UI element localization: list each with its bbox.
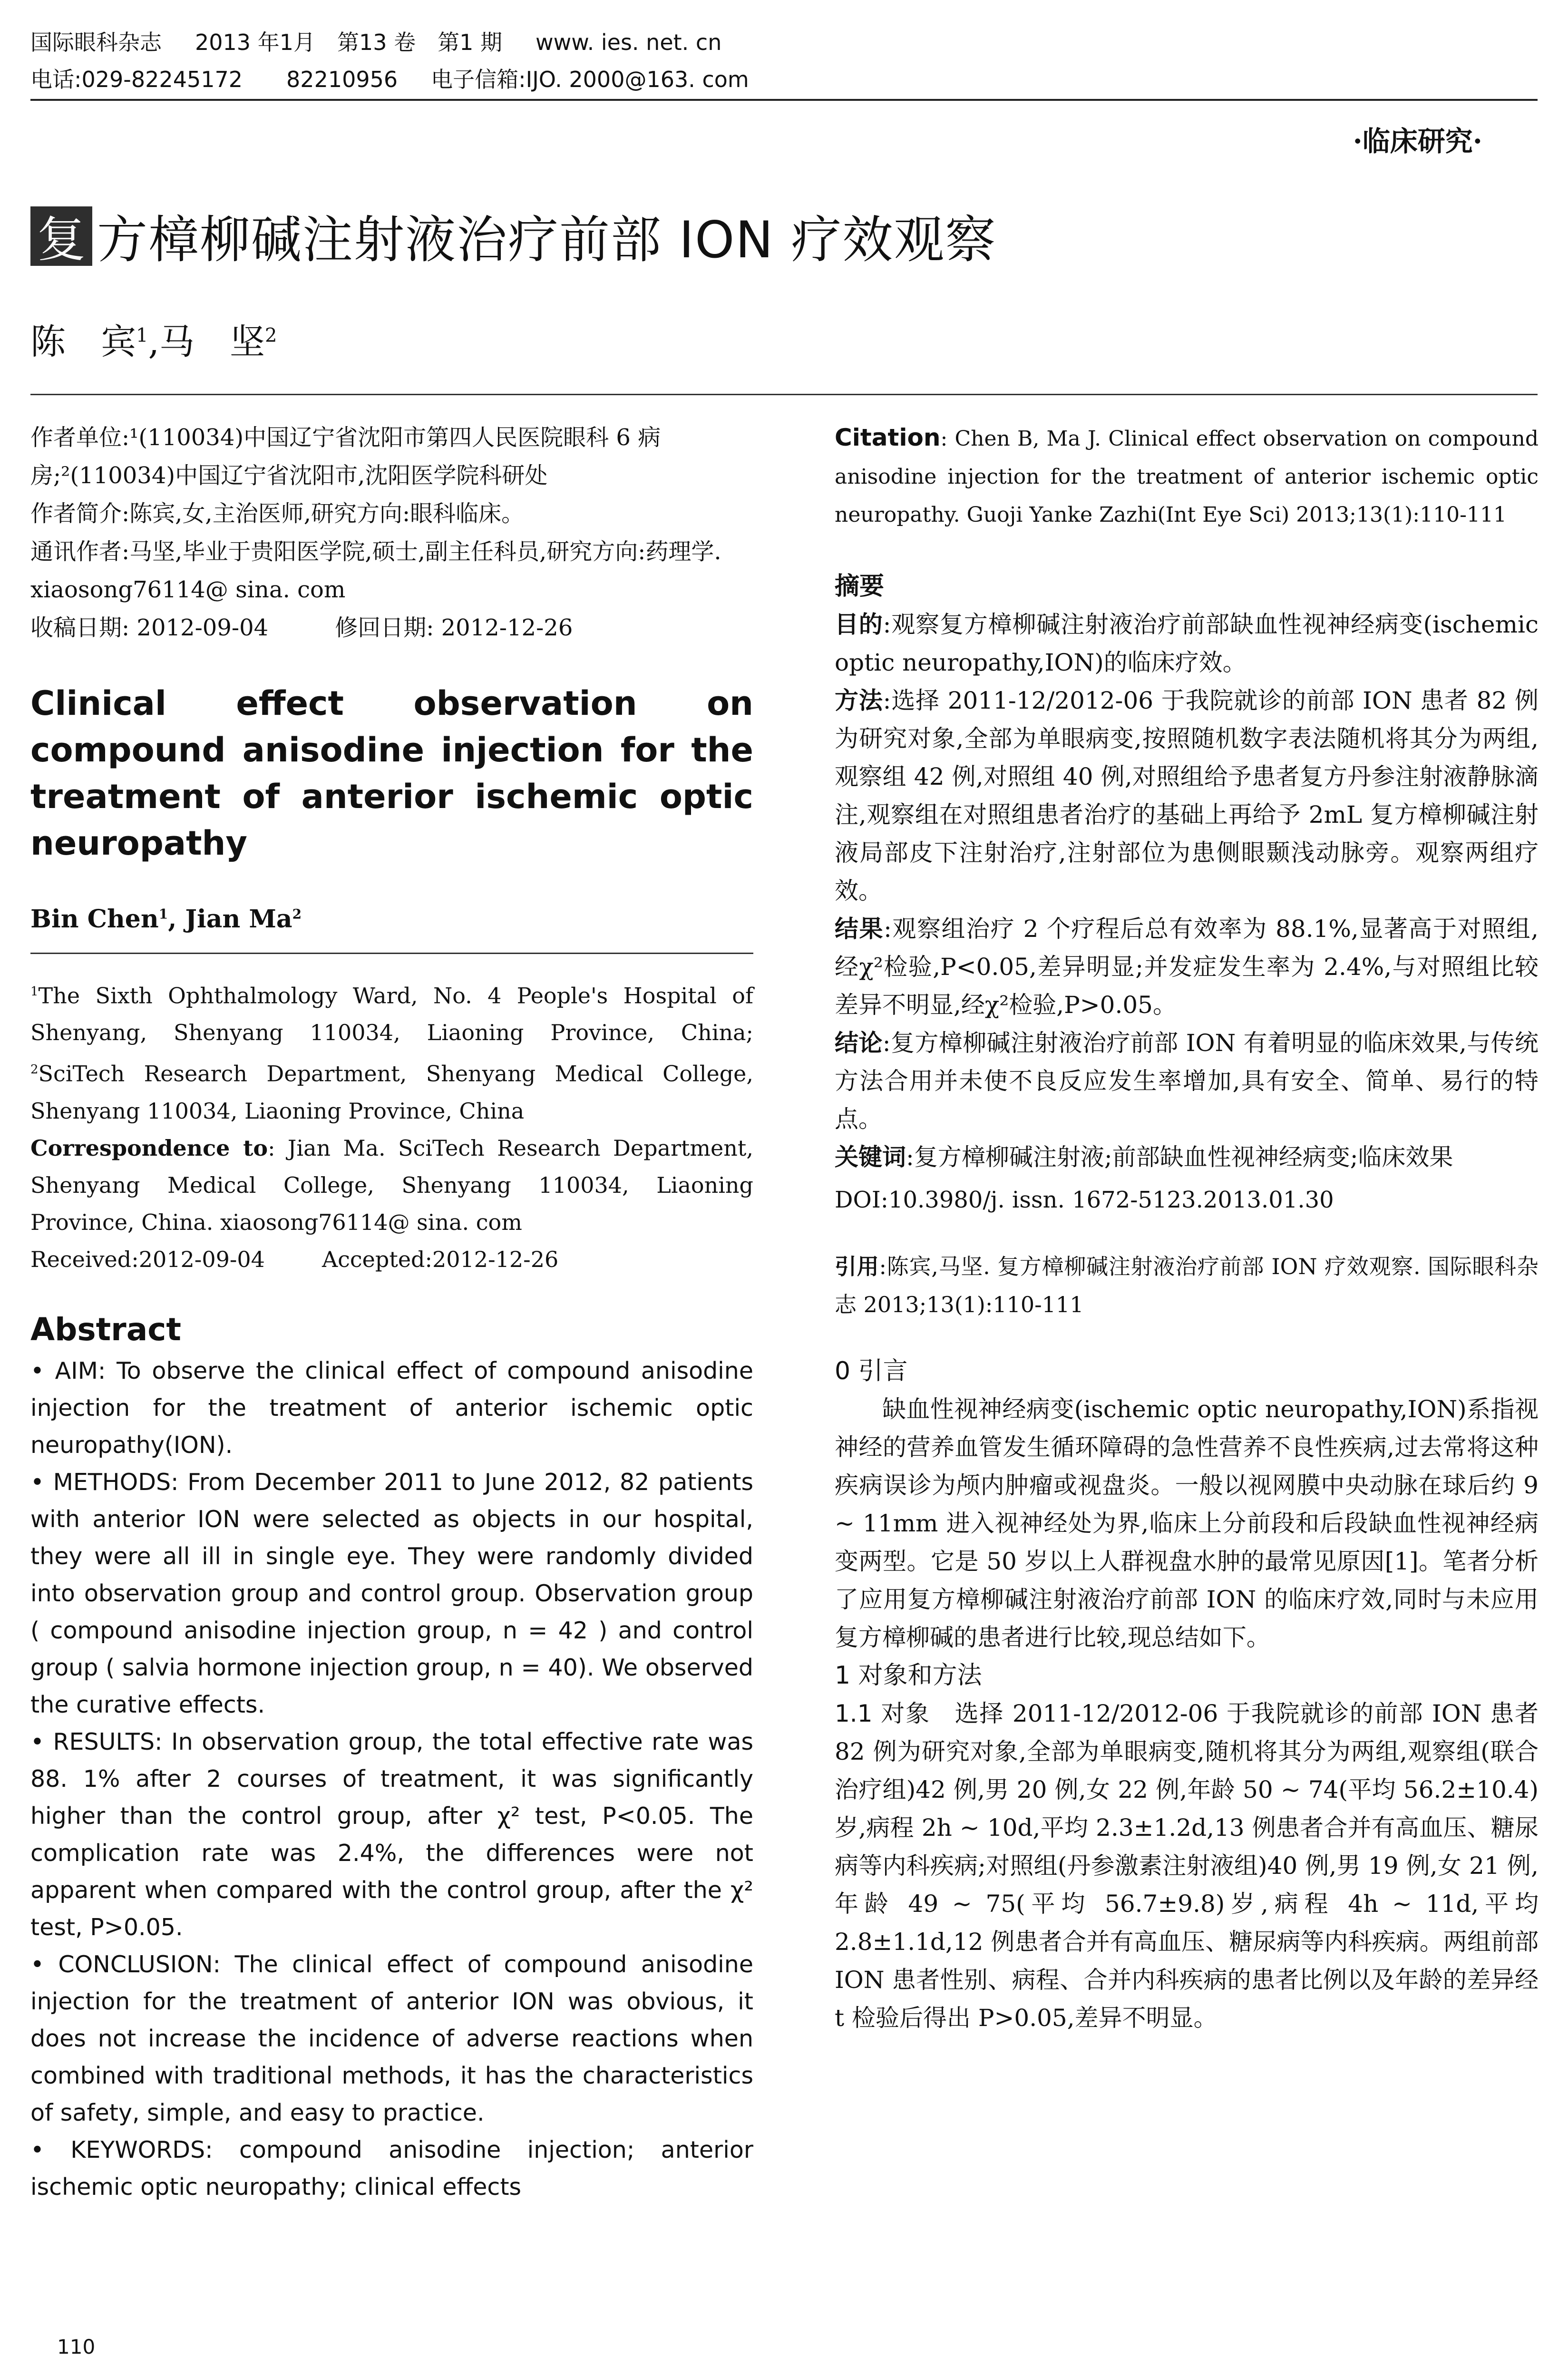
article-title	[30, 200, 996, 272]
left-column	[30, 419, 753, 2206]
objects-text: 选择 2011-12/2012-06 于我院就诊的前部 ION 患者 82 例为研究对象,全部为单眼病变,随机将其分为两组,观察组(联合治疗组)42 例,男 20 例,女 22 例,年龄 50 ~ 74(平均 56.2±10.4)岁,病程 2h ~ 10d,平均 2.3±1.2d,13 例患者合并有高血压、糖尿病等内科疾病;对照组(丹参激素注射液组)40 例,男 19 例,女 21 例,年龄 49 ~ 75(平均 56.7±9.8)岁,病程 4h ~ 11d,平均 2.8±1.1d,12 例患者合并有高血压、糖尿病等内科疾病。两组前部 ION 患者性别、病程、合并内科疾病的患者比例以及年龄的差异经 t 检验后得出 P>0.05,差异不明显。	[835, 1700, 1539, 2032]
conclusion-label: 结论	[835, 1029, 883, 1057]
dates-cn	[30, 609, 753, 647]
en-affil-1: The Sixth Ophthalmology Ward, No. 4 People's Hospital of Shenyang, Shenyang 110034, Liaoning Province, China;	[30, 983, 753, 1046]
author-bio: 作者简介:陈宾,女,主治医师,研究方向:眼科临床。	[30, 500, 525, 527]
abstract-cn-conclusion	[835, 1024, 1539, 1138]
doi: DOI:10.3980/j. issn. 1672-5123.2013.01.30	[835, 1187, 1334, 1213]
results-label: 结果	[835, 915, 884, 943]
citation-label: Citation	[835, 424, 941, 451]
journal-website: www. ies. net. cn	[536, 29, 722, 55]
objects-paragraph	[835, 1695, 1539, 2037]
abstract-cn-heading: 摘要	[835, 572, 885, 601]
aim-label: 目的	[835, 611, 883, 638]
objects-subheading: 1.1 对象	[835, 1700, 930, 1727]
author-1: 陈 宾	[30, 321, 136, 362]
abstract-methods: • METHODS: From December 2011 to June 2012, 82 patients with anterior ION were selected as objects in our hospital, they were all ill in single eye. They were randomly divided into observation group and control group. Observation group ( compound anisodine injection group, n = 42 ) and control group ( salvia hormone injection group, n = 40). We observed the curative effects.	[30, 1468, 753, 1718]
header-divider	[30, 99, 1538, 101]
journal-header	[30, 24, 749, 98]
intro-heading: 0 引言	[835, 1357, 908, 1385]
issue-info: 2013 年1月 第13 卷 第1 期	[195, 29, 502, 55]
results-text: :观察组治疗 2 个疗程后总有效率为 88.1%,显著高于对照组,经χ²检验,P<0.05,差异明显;并发症发生率为 2.4%,与对照组比较差异不明显,经χ²检验,P>0.05。	[835, 915, 1539, 1019]
title-divider	[30, 394, 1538, 395]
abstract-aim: • AIM: To observe the clinical effect of compound anisodine injection for the treatment of anterior ischemic optic neuropathy(ION).	[30, 1357, 753, 1459]
english-authors	[30, 905, 753, 934]
author-2-sup: 2	[264, 324, 277, 347]
journal-name: 国际眼科杂志	[30, 29, 162, 55]
correspondence	[30, 1130, 753, 1241]
citation-text: : Chen B, Ma J. Clinical effect observation on compound anisodine injection for the treatment of anterior ischemic optic neuropathy. Guoji Yanke Zazhi(Int Eye Sci) 2013;13(1):110-111	[835, 427, 1539, 527]
title-first-char: 复	[30, 206, 92, 266]
keywords-label: 关键词	[835, 1143, 906, 1171]
title-text: 方樟柳碱注射液治疗前部 ION 疗效观察	[97, 211, 997, 269]
abstract-results: • RESULTS: In observation group, the total effective rate was 88. 1% after 2 courses of treatment, it was significantly higher than the control group, after χ² test, P<0.05. The complication rate was 2.4%, the differences were not apparent when compared with the control group, after the χ² test, P>0.05.	[30, 1728, 753, 1941]
english-affiliation: $^1$The Sixth Ophthalmology Ward, No. 4 People's Hospital of Shenyang, Shenyang 110034, Liaoning Province, China; $^2$SciTech Research Department, Shenyang Medical College, Shenyang 110034, Liaoning Province, China	[30, 983, 753, 1124]
revised-date-cn: 修回日期: 2012-12-26	[335, 614, 573, 641]
authors-cn	[30, 314, 277, 364]
citation-cn-label: 引用	[835, 1254, 879, 1279]
right-column	[835, 419, 1539, 2037]
journal-phone: 电话:029-82245172 82210956	[30, 67, 398, 92]
correspondence-text: : Jian Ma. SciTech Research Department, Shenyang Medical College, Shenyang 110034, Liaoning Province, China. xiaosong76114@ sina. com	[30, 1135, 753, 1235]
journal-email: 电子信箱:IJO. 2000@163. com	[431, 67, 749, 92]
citation-cn-text: :陈宾,马坚. 复方樟柳碱注射液治疗前部 ION 疗效观察. 国际眼科杂志 2013;13(1):110-111	[835, 1254, 1539, 1317]
abstract-cn-methods	[835, 682, 1539, 910]
abstract-cn-keywords	[835, 1138, 1539, 1176]
abstract-conclusion: • CONCLUSION: The clinical effect of compound anisodine injection for the treatment of anterior ION was obvious, it does not increase the incidence of adverse reactions when combined with traditional methods, it has the characteristics of safety, simple, and easy to practice.	[30, 1950, 753, 2126]
affiliation-cn: 作者单位:¹(110034)中国辽宁省沈阳市第四人民医院眼科 6 病房;²(110034)中国辽宁省沈阳市,沈阳医学院科研处	[30, 424, 661, 489]
citation-en	[835, 419, 1539, 534]
methods-text: :选择 2011-12/2012-06 于我院就诊的前部 ION 患者 82 例为研究对象,全部为单眼病变,按照随机数字表法随机将其分为两组,观察组 42 例,对照组 40 例,对照组给予患者复方丹参注射液静脉滴注,观察组在对照组患者治疗的基础上再给予 2mL 复方樟柳碱注射液局部皮下注射治疗,注射部位为患侧眼颞浅动脉旁。观察两组疗效。	[835, 687, 1539, 905]
methods-heading: 1 对象和方法	[835, 1661, 982, 1690]
received-date-en: Received:2012-09-04	[30, 1246, 265, 1272]
en-author-2-sup: 2	[292, 906, 302, 922]
correspondence-label: Correspondence to	[30, 1135, 268, 1161]
methods-label: 方法	[835, 687, 883, 714]
keywords-text: :复方樟柳碱注射液;前部缺血性视神经病变;临床效果	[906, 1143, 1453, 1171]
citation-cn	[835, 1247, 1539, 1324]
author-sep: ,	[148, 321, 159, 362]
en-author-1-sup: 1	[158, 906, 168, 922]
abstract-keywords: • KEYWORDS: compound anisodine injection; anterior ischemic optic neuropathy; clinical effects	[30, 2136, 753, 2201]
author-divider	[30, 953, 753, 954]
aim-text: :观察复方樟柳碱注射液治疗前部缺血性视神经病变(ischemic optic neuropathy,ION)的临床疗效。	[835, 611, 1539, 676]
author-2: 马 坚	[159, 321, 265, 362]
abstract-cn-results	[835, 910, 1539, 1024]
english-title: Clinical effect observation on compound anisodine injection for the treatment of anterior ischemic optic neuropathy	[30, 684, 753, 863]
page-number: 110	[57, 2335, 96, 2358]
intro-paragraph: 缺血性视神经病变(ischemic optic neuropathy,ION)系指视神经的营养血管发生循环障碍的急性营养不良性疾病,过去常将这种疾病误诊为颅内肿瘤或视盘炎。一般以视网膜中央动脉在球后约 9 ~ 11mm 进入视神经处为界,临床上分前段和后段缺血性视神经病变两型。它是 50 岁以上人群视盘水肿的最常见原因[1]。笔者分析了应用复方樟柳碱注射液治疗前部 ION 的临床疗效,同时与未应用复方樟柳碱的患者进行比较,现总结如下。	[835, 1395, 1539, 1651]
section-tag: ·临床研究·	[1353, 125, 1482, 157]
accepted-date-en: Accepted:2012-12-26	[321, 1246, 559, 1272]
author-1-sup: 1	[136, 324, 148, 347]
en-author-2: , Jian Ma	[168, 905, 292, 934]
abstract-cn-aim	[835, 605, 1539, 682]
en-author-1: Bin Chen	[30, 905, 159, 934]
dates-en	[30, 1241, 753, 1278]
received-date-cn: 收稿日期: 2012-09-04	[30, 614, 269, 641]
conclusion-text: :复方樟柳碱注射液治疗前部 ION 有着明显的临床效果,与传统方法合用并未使不良反应发生率增加,具有安全、简单、易行的特点。	[835, 1029, 1539, 1133]
corresponding-author-cn: 通讯作者:马坚,毕业于贵阳医学院,硕士,副主任科员,研究方向:药理学. xiaosong76114@ sina. com	[30, 538, 721, 603]
en-affil-2: SciTech Research Department, Shenyang Medical College, Shenyang 110034, Liaoning Province, China	[30, 1061, 753, 1124]
abstract-heading: Abstract	[30, 1311, 181, 1348]
